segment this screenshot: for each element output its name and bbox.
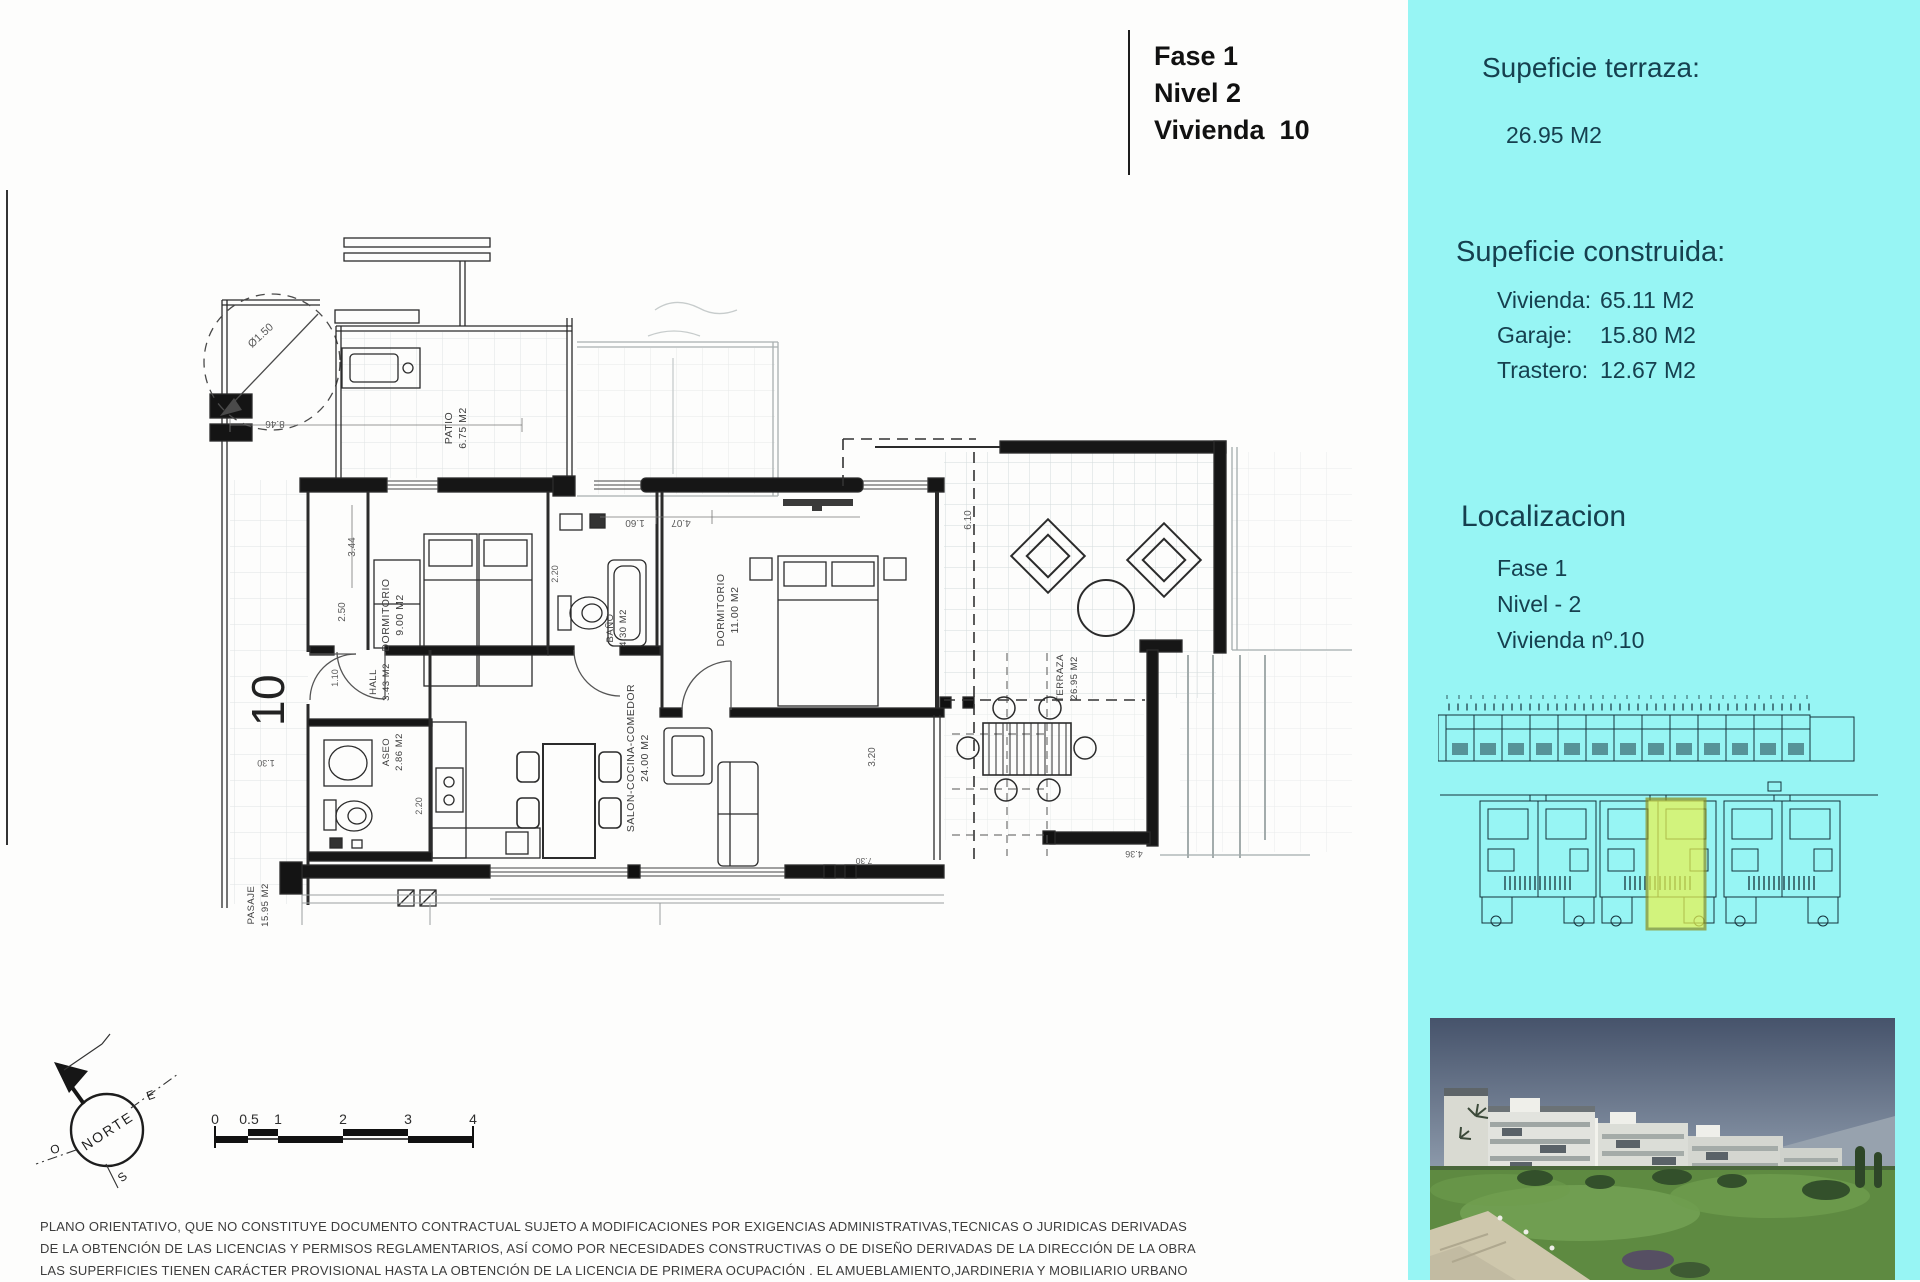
info-sidebar [1408,0,1920,1280]
room-label-patio: PATIO [443,411,455,445]
site-cluster-3 [1724,795,1840,926]
site-location-plan [1438,683,1883,938]
dim-diameter: Ø1.50 [245,321,277,351]
row-label: Trastero: [1497,357,1589,383]
dim-130: 1.30 [257,758,275,768]
row-value: 12.67 M2 [1600,357,1696,383]
loc-vivienda: Vivienda nº.10 [1497,627,1645,653]
construida-row-vivienda [1497,283,1696,318]
dim-407: 4.07 [671,517,691,528]
dim-344: 3.44 [347,537,358,557]
row-value: 65.11 M2 [1600,287,1695,313]
loc-nivel: Nivel - 2 [1497,591,1582,617]
loc-fase: Fase 1 [1497,555,1568,581]
scale-tick-0: 0 [211,1111,219,1127]
disclaimer-line-2: DE LA OBTENCIÓN DE LAS LICENCIAS Y PERMISOS REGLAMENTARIOS, ASÍ COMO POR NECESIDADES CONSTRUCTIVAS O DE DISEÑO DERIVADAS DE LA DIRECCIÓN DE LA OBRA [40,1241,1196,1256]
row-value: 15.80 M2 [1600,322,1696,348]
dim-320: 3.20 [867,747,878,767]
title-vivienda: Vivienda 10 [1154,115,1310,145]
dim-160: 1.60 [625,517,645,528]
cardinal-south: S [114,1168,130,1185]
scale-tick-2: 2 [339,1111,347,1127]
scale-tick-3: 3 [404,1111,412,1127]
localizacion-lines [1497,550,1644,658]
room-area-pasaje: 15.95 M2 [260,883,271,927]
dim-730: 7.30 [855,856,873,866]
unit-number-label: 10 [242,673,294,727]
building-render-photo [1430,1018,1895,1280]
room-area-terraza: 26.95 M2 [1069,656,1080,700]
construida-row-trastero [1497,353,1696,388]
construida-heading: Supeficie construida: [1456,236,1726,268]
room-area-patio: 6.75 M2 [457,407,469,449]
site-cluster-1 [1480,795,1596,926]
dim-610: 6.10 [963,510,974,530]
localizacion-heading: Localizacion [1461,500,1627,533]
room-area-salon: 24.00 M2 [639,734,651,782]
scale-tick-05: 0.5 [239,1111,259,1127]
cardinal-east: E [144,1087,157,1104]
highlighted-unit [1647,799,1705,929]
disclaimer-line-1: PLANO ORIENTATIVO, QUE NO CONSTITUYE DOCUMENTO CONTRACTUAL SUJETO A MODIFICACIONES POR EXIGENCIAS ADMINISTRATIVAS,TECNICAS O JURIDICAS DERIVADAS [40,1219,1187,1234]
terraza-heading: Supeficie terraza: [1482,52,1700,83]
disclaimer-text [40,1216,1340,1282]
room-area-dormitorio1: 9.00 M2 [394,594,406,636]
construida-rows [1497,283,1696,388]
north-label: NORTE [78,1108,137,1154]
room-label-salon: SALON-COCINA-COMEDOR [625,683,637,833]
scale-tick-4: 4 [469,1111,477,1127]
room-area-dormitorio2: 11.00 M2 [729,586,741,634]
room-label-pasaje: PASAJE [246,885,257,925]
room-area-aseo: 2.86 M2 [394,733,405,771]
dim-846: 8.46 [265,418,285,429]
room-label-bano: BAÑO [605,613,616,643]
room-label-dormitorio1: DORMITORIO [380,578,392,652]
dim-250: 2.50 [337,602,348,622]
construida-row-garaje [1497,318,1696,353]
room-label-dormitorio2: DORMITORIO [715,573,727,647]
dim-110: 1.10 [330,669,340,687]
dim-220-kitchen: 2.20 [414,797,424,815]
scale-bar [211,1111,477,1148]
terraza-value: 26.95 M2 [1506,122,1602,148]
cardinal-west: O [48,1141,62,1158]
row-label: Vivienda: [1497,287,1592,313]
room-area-hall: 3.43 M2 [381,663,392,701]
dim-220-bath: 2.20 [550,565,560,583]
room-label-terraza: TERRAZA [1055,654,1066,702]
room-label-aseo: ASEO [381,737,392,767]
disclaimer-line-3: LAS SUPERFICIES TIENEN CARÁCTER PROVISIONAL HASTA LA OBTENCIÓN DE LA LICENCIA DE PRIMERA OCUPACIÓN . EL AMUEBLAMIENTO,JARDINERIA Y MOBILIARIO URBANO [40,1263,1188,1278]
room-label-hall: HALL [368,669,379,695]
title-nivel: Nivel 2 [1154,78,1242,108]
room-area-bano: 4.30 M2 [618,609,629,647]
dim-436: 4.36 [1125,849,1143,859]
scale-tick-1: 1 [274,1111,282,1127]
title-fase: Fase 1 [1154,41,1239,71]
north-arrow [36,1034,178,1188]
row-label: Garaje: [1497,322,1573,348]
title-block [1128,30,1310,175]
